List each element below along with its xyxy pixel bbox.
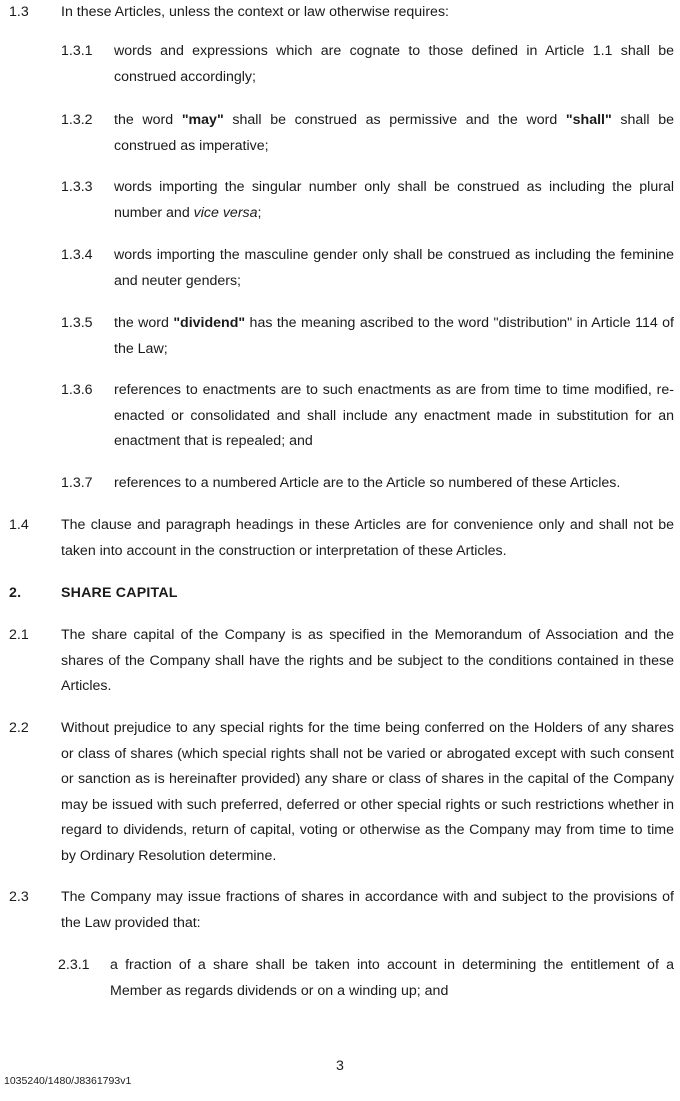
clause-number: 2.1	[9, 627, 29, 643]
clause-number: 2.3	[9, 889, 29, 905]
clause-number: 1.3.7	[61, 475, 93, 491]
defined-term: "may"	[181, 112, 224, 128]
clause-text: a fraction of a share shall be taken into account in determining the entitlement of a Member as regards dividends or on a winding up; and	[110, 957, 674, 999]
clause-number: 1.3.2	[61, 112, 93, 128]
defined-term: "shall"	[565, 112, 612, 128]
clause-text: In these Articles, unless the context or law otherwise requires:	[61, 4, 449, 20]
clause-text: the word "may" shall be construed as permissive and the word "shall" shall be construed as imperative;	[114, 112, 675, 154]
clause-text: words and expressions which are cognate to those defined in Article 1.1 shall be construed accordingly;	[114, 43, 674, 85]
clause-number: 2.3.1	[58, 957, 90, 973]
latin-term: vice versa	[193, 204, 258, 221]
clause-number: 1.4	[9, 517, 29, 533]
defined-term: "dividend"	[173, 315, 246, 331]
clause-number: 1.3	[9, 4, 29, 20]
clause-text: references to enactments are to such enactments as are from time to time modified, re-enacted or consolidated and shall include any enactment made in substitution for an enactment that is repealed; and	[114, 382, 674, 449]
clause-text: Without prejudice to any special rights for the time being conferred on the Holders of any shares or class of shares (which special rights shall not be varied or abrogated except with such consent or sanction as is hereinafter provided) any share or class of shares in the capital of the Company may be issued with such preferred, deferred or other special rights or such restrictions whether in regard to dividends, return of capital, voting or otherwise as the Company may from time to time by Ordinary Resolution determine.	[61, 720, 674, 864]
section-title: SHARE CAPITAL	[61, 585, 178, 601]
clause-number: 1.3.5	[61, 315, 93, 331]
clause-text: The clause and paragraph headings in these Articles are for convenience only and shall not be taken into account in the construction or interpretation of these Articles.	[61, 517, 674, 559]
clause-text: references to a numbered Article are to the Article so numbered of these Articles.	[114, 475, 621, 491]
document-reference: 1035240/1480/J8361793v1	[4, 1075, 132, 1087]
clause-number: 2.2	[9, 720, 29, 736]
clause-text: the word "dividend" has the meaning ascribed to the word "distribution" in Article 114 of the Law;	[114, 315, 674, 357]
clause-number: 1.3.4	[61, 247, 93, 263]
clause-text: The share capital of the Company is as specified in the Memorandum of Association and the shares of the Company shall have the rights and be subject to the conditions contained in these Articles.	[61, 627, 674, 694]
clause-text: words importing the masculine gender only shall be construed as including the feminine and neuter genders;	[114, 247, 674, 289]
clause-text: The Company may issue fractions of shares in accordance with and subject to the provisions of the Law provided that:	[61, 889, 674, 931]
page-number: 3	[336, 1058, 344, 1074]
clause-number: 1.3.6	[61, 382, 93, 398]
clause-number: 1.3.3	[61, 179, 93, 195]
clause-number: 1.3.1	[61, 43, 93, 59]
section-number: 2.	[9, 585, 22, 601]
clause-text: words importing the singular number only shall be construed as including the plural number and vice versa;	[114, 179, 674, 221]
